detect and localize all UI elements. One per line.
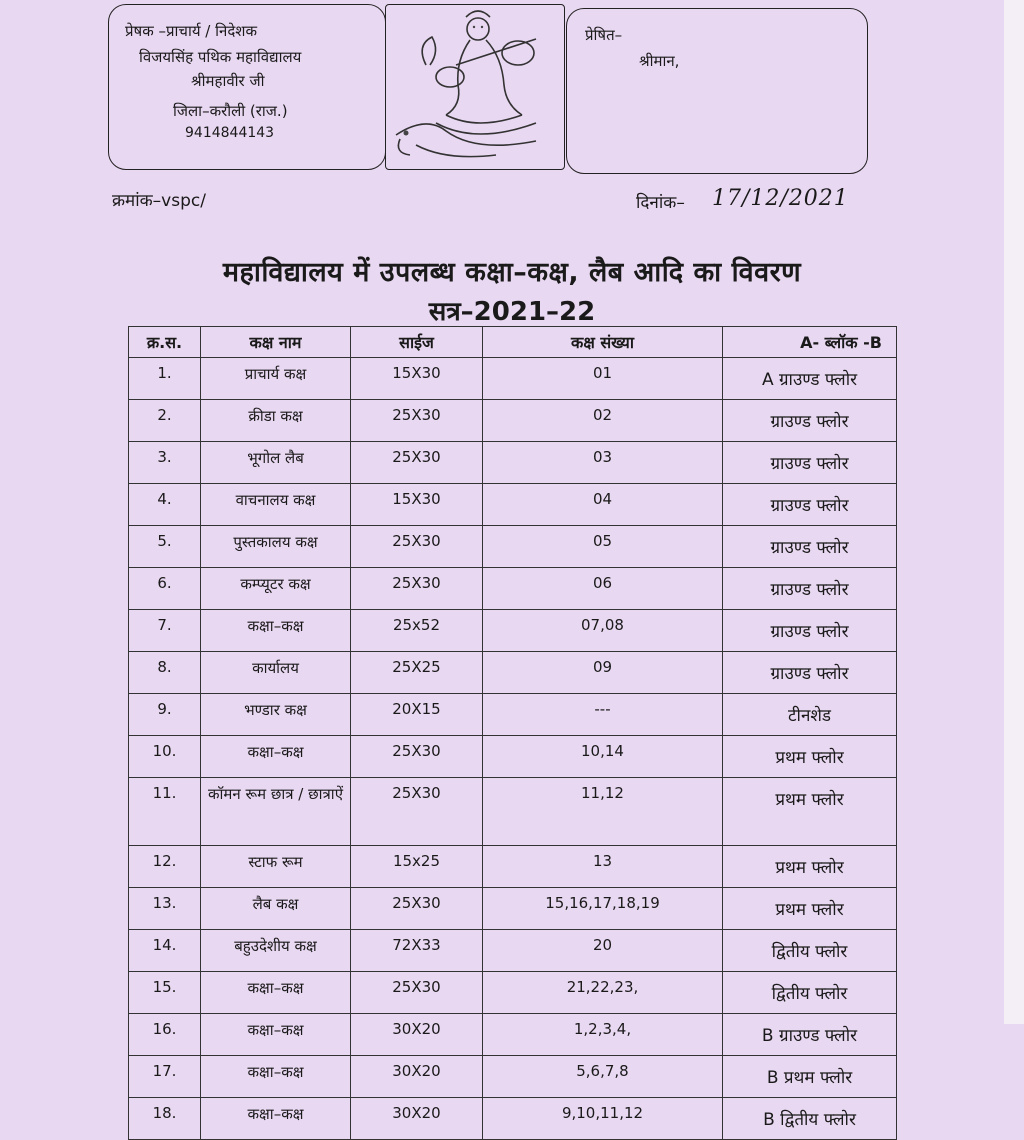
row-room-name: कक्षा–कक्ष <box>201 1014 351 1056</box>
row-block: A ग्राउण्ड फ्लोर <box>723 358 897 400</box>
row-room-numbers: 06 <box>483 568 723 610</box>
sender-district: जिला–करौली (राज.) <box>173 102 288 120</box>
sender-place: श्रीमहावीर जी <box>191 72 265 90</box>
row-room-numbers: 01 <box>483 358 723 400</box>
header-room-name: कक्ष नाम <box>201 327 351 358</box>
row-block: द्वितीय फ्लोर <box>723 930 897 972</box>
row-serial: 16. <box>129 1014 201 1056</box>
row-room-numbers: 20 <box>483 930 723 972</box>
row-block: B द्वितीय फ्लोर <box>723 1098 897 1140</box>
row-serial: 17. <box>129 1056 201 1098</box>
row-serial: 11. <box>129 778 201 846</box>
row-room-name: कक्षा–कक्ष <box>201 1056 351 1098</box>
row-room-name: स्टाफ रूम <box>201 846 351 888</box>
row-size: 25X30 <box>351 442 483 484</box>
emblem-box <box>385 4 565 170</box>
row-room-name: कक्षा–कक्ष <box>201 1098 351 1140</box>
row-block: प्रथम फ्लोर <box>723 736 897 778</box>
row-block: ग्राउण्ड फ्लोर <box>723 442 897 484</box>
header-size: साईज <box>351 327 483 358</box>
sender-designation: प्रेषक –प्राचार्य / निदेशक <box>125 22 258 40</box>
row-serial: 2. <box>129 400 201 442</box>
row-size: 25X25 <box>351 652 483 694</box>
row-room-name: प्राचार्य कक्ष <box>201 358 351 400</box>
table-row <box>129 888 897 930</box>
row-block: ग्राउण्ड फ्लोर <box>723 400 897 442</box>
row-room-name: बहुउदेशीय कक्ष <box>201 930 351 972</box>
date-value: 17/12/2021 <box>712 186 849 211</box>
table-row <box>129 568 897 610</box>
row-room-name: भण्डार कक्ष <box>201 694 351 736</box>
reference-number: क्रमांक–vspc/ <box>112 191 206 211</box>
table-row <box>129 610 897 652</box>
row-room-name: वाचनालय कक्ष <box>201 484 351 526</box>
row-serial: 13. <box>129 888 201 930</box>
row-room-name: कक्षा–कक्ष <box>201 610 351 652</box>
table-row <box>129 442 897 484</box>
row-serial: 8. <box>129 652 201 694</box>
row-room-numbers: 5,6,7,8 <box>483 1056 723 1098</box>
row-room-name: कॉमन रूम छात्र / छात्राऐं <box>201 778 351 846</box>
row-size: 30X20 <box>351 1098 483 1140</box>
row-room-numbers: 15,16,17,18,19 <box>483 888 723 930</box>
row-block: प्रथम फ्लोर <box>723 888 897 930</box>
row-size: 25x52 <box>351 610 483 652</box>
row-serial: 7. <box>129 610 201 652</box>
row-block: B ग्राउण्ड फ्लोर <box>723 1014 897 1056</box>
session-subtitle: सत्र–2021–22 <box>428 297 596 327</box>
row-block: ग्राउण्ड फ्लोर <box>723 526 897 568</box>
table-row <box>129 778 897 846</box>
row-size: 25X30 <box>351 400 483 442</box>
date-label: दिनांक– <box>636 193 685 213</box>
header-room-numbers: कक्ष संख्या <box>483 327 723 358</box>
row-size: 72X33 <box>351 930 483 972</box>
row-room-numbers: 07,08 <box>483 610 723 652</box>
page-edge <box>1004 0 1024 1024</box>
row-room-numbers: 04 <box>483 484 723 526</box>
table-row <box>129 1014 897 1056</box>
table-header-row <box>129 327 897 358</box>
row-room-numbers: 1,2,3,4, <box>483 1014 723 1056</box>
table-row <box>129 694 897 736</box>
row-room-name: क्रीडा कक्ष <box>201 400 351 442</box>
row-serial: 18. <box>129 1098 201 1140</box>
row-serial: 15. <box>129 972 201 1014</box>
row-room-numbers: 09 <box>483 652 723 694</box>
rooms-table <box>128 326 897 1140</box>
row-serial: 14. <box>129 930 201 972</box>
recipient-label: प्रेषित– <box>585 26 623 44</box>
row-block: ग्राउण्ड फ्लोर <box>723 610 897 652</box>
table-row <box>129 400 897 442</box>
row-block: द्वितीय फ्लोर <box>723 972 897 1014</box>
row-size: 25X30 <box>351 568 483 610</box>
row-block: प्रथम फ्लोर <box>723 778 897 846</box>
sender-phone: 9414844143 <box>185 125 275 141</box>
row-serial: 6. <box>129 568 201 610</box>
table-row <box>129 846 897 888</box>
table-row <box>129 484 897 526</box>
row-room-numbers: 05 <box>483 526 723 568</box>
row-size: 25X30 <box>351 778 483 846</box>
saraswati-emblem-icon <box>386 5 564 169</box>
row-room-numbers: 9,10,11,12 <box>483 1098 723 1140</box>
row-room-numbers: 21,22,23, <box>483 972 723 1014</box>
row-block: ग्राउण्ड फ्लोर <box>723 484 897 526</box>
row-size: 25X30 <box>351 888 483 930</box>
row-room-name: कक्षा–कक्ष <box>201 736 351 778</box>
row-room-name: कक्षा–कक्ष <box>201 972 351 1014</box>
row-serial: 1. <box>129 358 201 400</box>
row-size: 15X30 <box>351 484 483 526</box>
row-block: टीनशेड <box>723 694 897 736</box>
row-serial: 9. <box>129 694 201 736</box>
table-row <box>129 358 897 400</box>
row-room-name: कार्यालय <box>201 652 351 694</box>
table-row <box>129 972 897 1014</box>
table-row <box>129 1056 897 1098</box>
row-room-name: कम्प्यूटर कक्ष <box>201 568 351 610</box>
table-row <box>129 1098 897 1140</box>
row-block: प्रथम फ्लोर <box>723 846 897 888</box>
row-room-name: लैब कक्ष <box>201 888 351 930</box>
row-serial: 10. <box>129 736 201 778</box>
row-room-name: भूगोल लैब <box>201 442 351 484</box>
row-size: 15x25 <box>351 846 483 888</box>
row-room-numbers: --- <box>483 694 723 736</box>
row-serial: 3. <box>129 442 201 484</box>
row-block: B प्रथम फ्लोर <box>723 1056 897 1098</box>
row-size: 20X15 <box>351 694 483 736</box>
row-room-numbers: 13 <box>483 846 723 888</box>
row-serial: 4. <box>129 484 201 526</box>
sender-college: विजयसिंह पथिक महाविद्यालय <box>139 48 302 66</box>
row-size: 15X30 <box>351 358 483 400</box>
page-title: महाविद्यालय में उपलब्ध कक्षा–कक्ष, लैब आदि का विवरण <box>222 257 802 288</box>
row-size: 30X20 <box>351 1014 483 1056</box>
row-block: ग्राउण्ड फ्लोर <box>723 568 897 610</box>
row-room-name: पुस्तकालय कक्ष <box>201 526 351 568</box>
row-serial: 5. <box>129 526 201 568</box>
table-body <box>129 358 897 1140</box>
row-size: 25X30 <box>351 736 483 778</box>
table-row <box>129 526 897 568</box>
row-room-numbers: 10,14 <box>483 736 723 778</box>
row-size: 30X20 <box>351 1056 483 1098</box>
row-room-numbers: 11,12 <box>483 778 723 846</box>
row-size: 25X30 <box>351 972 483 1014</box>
table-row <box>129 736 897 778</box>
table-row <box>129 652 897 694</box>
row-room-numbers: 03 <box>483 442 723 484</box>
table-row <box>129 930 897 972</box>
row-room-numbers: 02 <box>483 400 723 442</box>
recipient-box <box>566 8 868 174</box>
header-block: A- ब्लॉक -B <box>723 327 897 358</box>
sender-box <box>108 4 386 170</box>
header-serial: क्र.स. <box>129 327 201 358</box>
row-block: ग्राउण्ड फ्लोर <box>723 652 897 694</box>
recipient-name: श्रीमान, <box>639 52 680 70</box>
row-size: 25X30 <box>351 526 483 568</box>
row-serial: 12. <box>129 846 201 888</box>
